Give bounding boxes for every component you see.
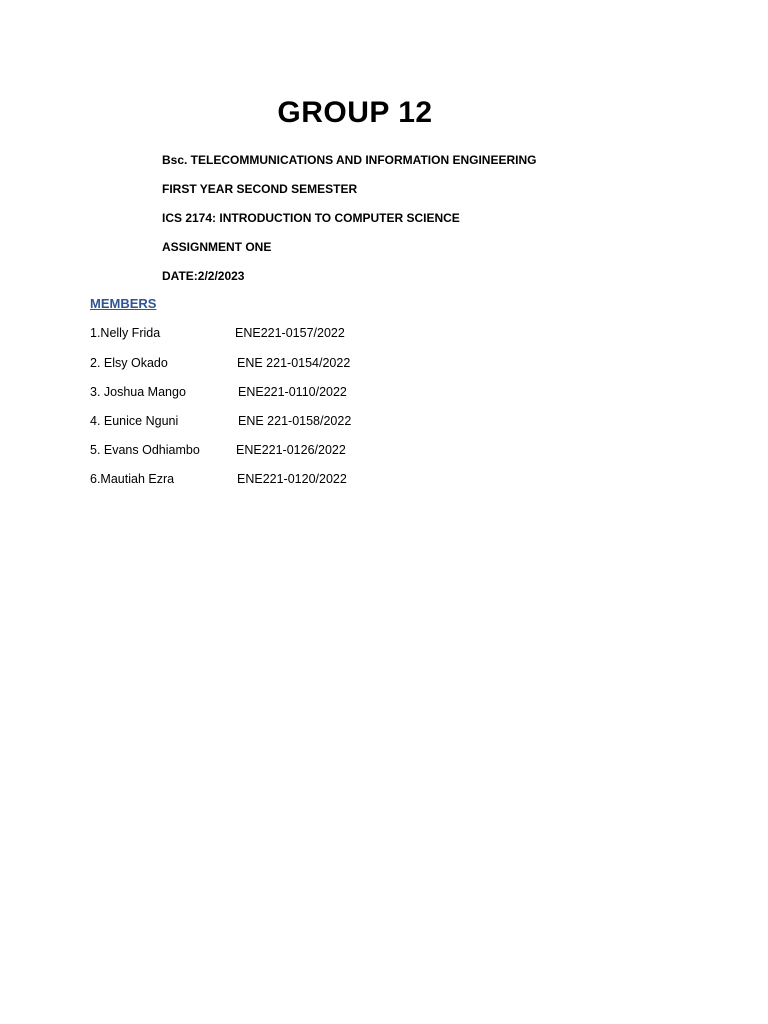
member-name: 1.Nelly Frida	[90, 326, 161, 340]
assignment-line: ASSIGNMENT ONE	[162, 240, 272, 254]
member-name: 6.Mautiah Ezra	[90, 472, 175, 486]
member-name: 4. Eunice Nguni	[90, 414, 179, 428]
document-title: GROUP 12	[277, 96, 433, 129]
member-name: 5. Evans Odhiambo	[90, 443, 200, 457]
member-name: 3. Joshua Mango	[90, 385, 186, 399]
program-line: Bsc. TELECOMMUNICATIONS AND INFORMATION ENGINEERING	[162, 153, 537, 167]
member-reg-number: ENE221-0120/2022	[237, 472, 347, 486]
member-reg-number: ENE 221-0158/2022	[238, 414, 352, 428]
member-reg-number: ENE 221-0154/2022	[237, 356, 351, 370]
member-reg-number: ENE221-0126/2022	[236, 443, 346, 457]
course-line: ICS 2174: INTRODUCTION TO COMPUTER SCIENCE	[162, 211, 460, 225]
member-name: 2. Elsy Okado	[90, 356, 168, 370]
year-semester-line: FIRST YEAR SECOND SEMESTER	[162, 182, 358, 196]
date-line: DATE:2/2/2023	[162, 269, 245, 283]
member-reg-number: ENE221-0157/2022	[235, 326, 345, 340]
member-reg-number: ENE221-0110/2022	[238, 385, 347, 399]
members-heading: MEMBERS	[90, 296, 157, 311]
